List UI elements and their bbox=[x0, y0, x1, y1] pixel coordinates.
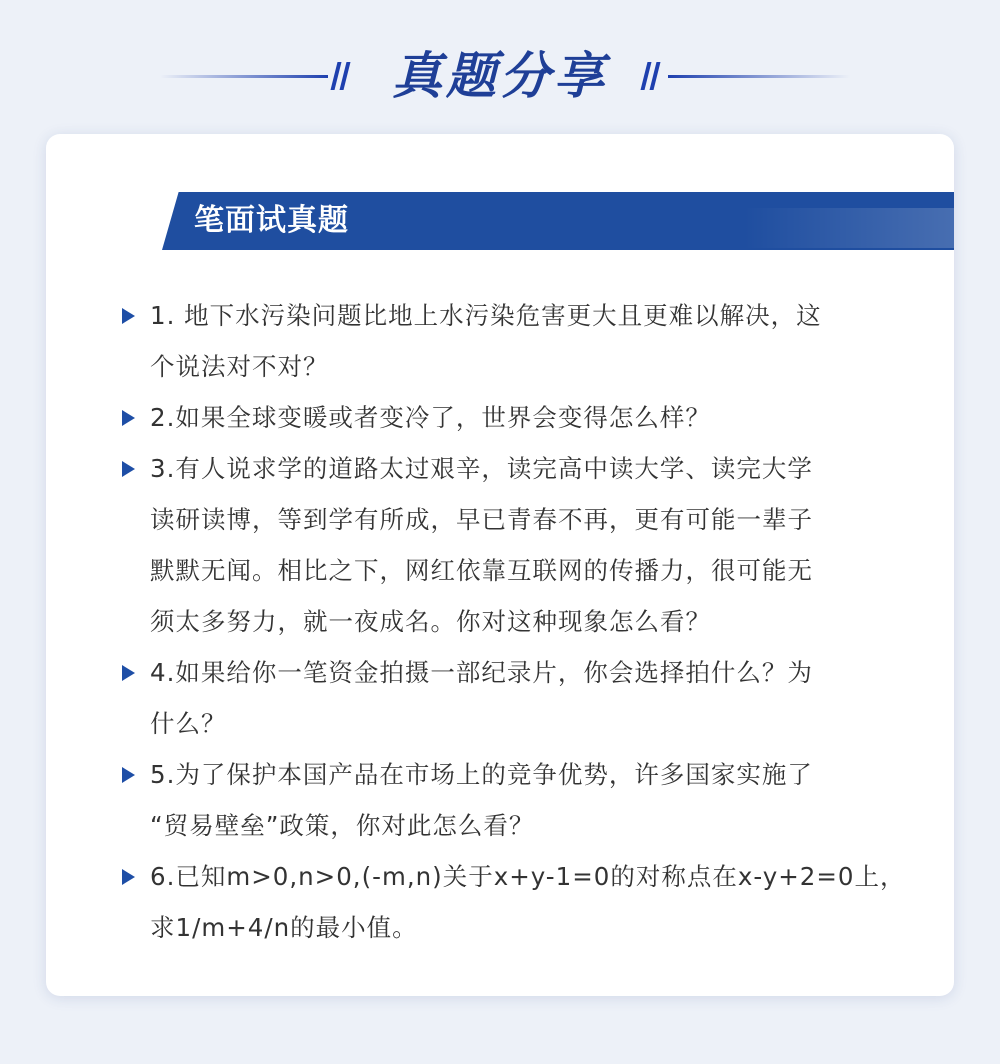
bullet-arrow-icon bbox=[122, 308, 135, 324]
section-banner bbox=[46, 192, 954, 250]
section-banner-shine bbox=[744, 208, 954, 248]
question-text: 6.已知m>0,n>0,(-m,n)关于x+y-1=0的对称点在x-y+2=0上， 求1/m+4/n的最小值。 bbox=[150, 862, 906, 942]
question-item bbox=[122, 290, 922, 392]
double-bar-decoration-right bbox=[642, 62, 662, 90]
page-header bbox=[0, 40, 1000, 112]
question-text: 4.如果给你一笔资金拍摄一部纪录片，你会选择拍什么？为 什么？ bbox=[150, 658, 813, 738]
double-bar-decoration-left bbox=[332, 62, 352, 90]
header-divider-left bbox=[160, 75, 328, 78]
question-text: 2.如果全球变暖或者变冷了，世界会变得怎么样？ bbox=[150, 403, 711, 432]
question-item bbox=[122, 647, 922, 749]
question-text: 1. 地下水污染问题比地上水污染危害更大且更难以解决，这 个说法对不对？ bbox=[150, 301, 822, 381]
question-list bbox=[122, 290, 922, 953]
question-item bbox=[122, 851, 922, 953]
question-item bbox=[122, 443, 922, 647]
question-text: 3.有人说求学的道路太过艰辛，读完高中读大学、读完大学 读研读博，等到学有所成，早已青春不再，更有可能一辈子 默默无闻。相比之下，网红依靠互联网的传播力，很可能无 须太多努力，就一夜成名。你对这种现象怎么看？ bbox=[150, 454, 813, 636]
bullet-arrow-icon bbox=[122, 461, 135, 477]
page-title: 真题分享 bbox=[392, 47, 608, 105]
question-item bbox=[122, 392, 922, 443]
bullet-arrow-icon bbox=[122, 665, 135, 681]
questions-card bbox=[46, 134, 954, 996]
question-text: 5.为了保护本国产品在市场上的竞争优势，许多国家实施了 “贸易壁垒”政策，你对此怎么看？ bbox=[150, 760, 813, 840]
bullet-arrow-icon bbox=[122, 869, 135, 885]
bullet-arrow-icon bbox=[122, 767, 135, 783]
section-title: 笔面试真题 bbox=[194, 203, 349, 238]
bullet-arrow-icon bbox=[122, 410, 135, 426]
question-item bbox=[122, 749, 922, 851]
header-divider-right bbox=[668, 75, 850, 78]
